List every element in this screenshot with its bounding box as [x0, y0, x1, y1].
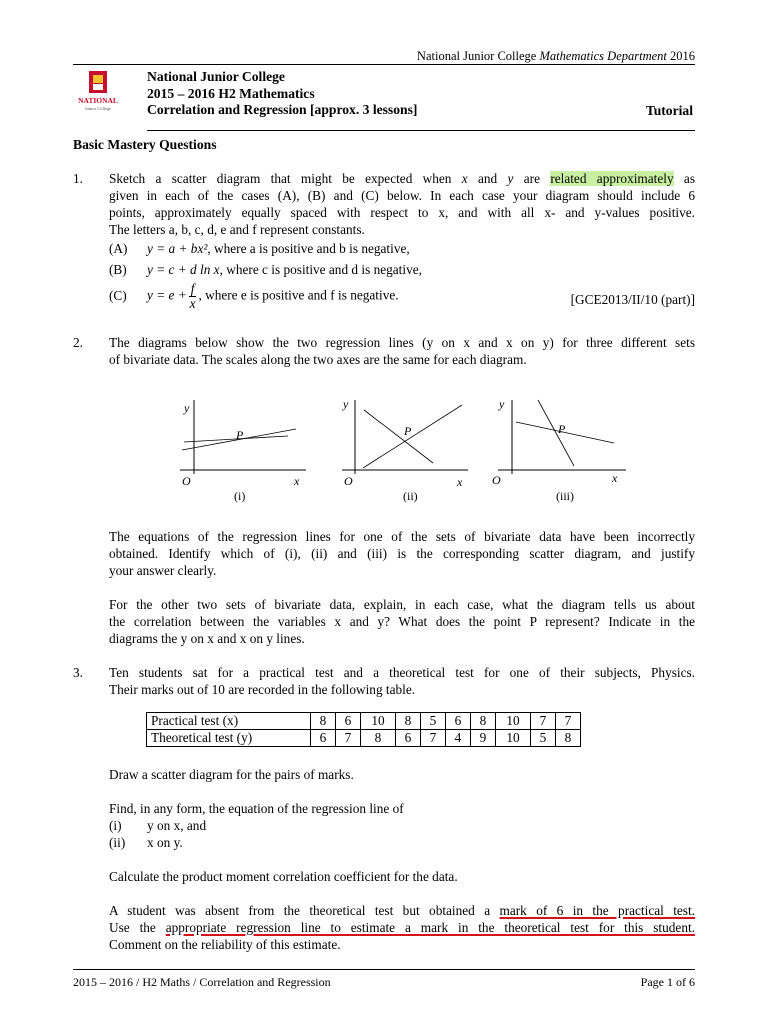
section-title: Basic Mastery Questions — [73, 137, 217, 152]
running-header: National Junior College Mathematics Department 2016 — [416, 49, 695, 63]
svg-text:(i): (i) — [234, 489, 246, 503]
page-number: Page 1 of 6 — [640, 975, 695, 989]
regression-line — [364, 410, 433, 463]
underline-mark: mark of 6 in the practical test. — [499, 903, 695, 918]
logo-text: NATIONAL — [78, 96, 118, 105]
document-title — [147, 69, 417, 119]
svg-text:x: x — [612, 471, 618, 485]
regression-line — [363, 405, 462, 468]
topic-title: Correlation and Regression [approx. 3 lessons] — [147, 102, 418, 117]
q2-paragraph-2: The equations of the regression lines for one of the sets of bivariate data have been incorrectly obtained. Identify which of (i), (ii) and (iii) is the corresponding scatter diagram, and justify your answer clearly. — [109, 529, 695, 578]
footer-course: 2015 – 2016 / H2 Maths / Correlation and Regression — [73, 975, 331, 989]
q1-reference: [GCE2013/II/10 (part)] — [570, 292, 695, 307]
svg-text:(ii): (ii) — [403, 489, 418, 503]
diagram-ii — [342, 397, 468, 503]
q3-sub-i: (i) y on x, and — [109, 818, 207, 833]
diagram-iii — [492, 397, 626, 503]
q3-last: A student was absent from the theoretical test but obtained a mark of 6 in the practical test. Use the appropriate regression line to estimate a mark in the theoretical test for this student. Comment on the reliability of this estimate. — [109, 903, 695, 952]
course-title: 2015 – 2016 H2 Mathematics — [147, 85, 315, 101]
college-logo — [75, 70, 121, 116]
svg-text:y: y — [499, 397, 505, 411]
svg-text:(iii): (iii) — [556, 489, 574, 503]
q1-text: Sketch a scatter diagram that might be expected when x and y are related approximately as given in each of the cases (A), (B) and (C) below. In each case your diagram should include 6 points, approximately equally spaced with respect to x, and with all x- and y-values positive. The letters a, b, c, d, e and f represent constants. — [109, 171, 696, 237]
q1-number: 1. — [73, 171, 83, 186]
svg-text:x: x — [457, 475, 463, 489]
highlight-related: related approximately — [550, 171, 674, 186]
svg-text:P: P — [236, 428, 244, 442]
regression-diagrams — [170, 392, 650, 508]
title-rule — [147, 130, 695, 131]
q1-option-c: (C) y = e + $\frac{f}{x}$ , where e is positive and f is negative. — [109, 281, 399, 311]
svg-text:O: O — [492, 473, 501, 487]
q3-calc: Calculate the product moment correlation coefficient for the data. — [109, 869, 458, 884]
q3-text: Ten students sat for a practical test and a theoretical test for one of their subjects, Physics. Their marks out of 10 are recorded in the following table. — [109, 665, 695, 697]
q3-number: 3. — [73, 665, 83, 680]
q2-text: The diagrams below show the two regression lines (y on x and x on y) for three different sets of bivariate data. The scales along the two axes are the same for each diagram. — [109, 335, 695, 367]
q1-option-b: (B) y = c + d ln x, where c is positive and d is negative, — [109, 262, 422, 277]
marks-table — [146, 712, 581, 747]
svg-text:y: y — [343, 397, 349, 411]
underline-regression: appropriate regression line to estimate a mark in the theoretical test for this student. — [165, 920, 695, 935]
header-rule — [73, 64, 695, 65]
svg-text:O: O — [344, 474, 353, 488]
q3-sub-ii: (ii) x on y. — [109, 835, 183, 850]
tutorial-label: Tutorial — [645, 103, 693, 118]
q3-find: Find, in any form, the equation of the regression line of — [109, 801, 404, 816]
footer-rule — [73, 969, 695, 970]
svg-text:P: P — [404, 424, 412, 438]
q1-option-a: (A) y = a + bx², where a is positive and b is negative, — [109, 241, 410, 256]
svg-text:y: y — [184, 401, 190, 415]
college-name: National Junior College — [147, 69, 285, 84]
q2-paragraph-3: For the other two sets of bivariate data, explain, in each case, what the diagram tells us about the correlation between the variables x and y? What does the point P represent? Indicate in the diagrams the y on x and x on y lines. — [109, 597, 695, 646]
svg-text:x: x — [294, 474, 300, 488]
svg-text:P: P — [558, 422, 566, 436]
logo-subtext: Junior College — [84, 106, 112, 111]
q3-draw: Draw a scatter diagram for the pairs of marks. — [109, 767, 354, 782]
diagram-i — [180, 400, 306, 503]
table-row: Theoretical test (y) 6 7 8 6 7 4 9 10 5 8 — [147, 730, 581, 747]
table-row: Practical test (x) 8 6 10 8 5 6 8 10 7 7 — [147, 713, 581, 730]
q2-number: 2. — [73, 335, 83, 350]
svg-text:O: O — [182, 474, 191, 488]
